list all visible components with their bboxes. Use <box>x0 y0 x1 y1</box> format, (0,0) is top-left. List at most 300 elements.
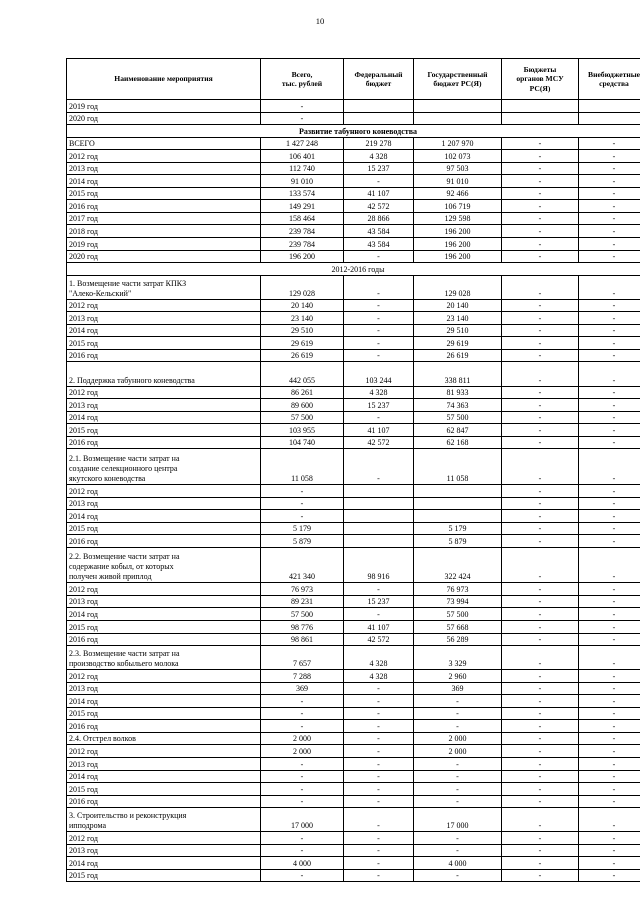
row-municipal: - <box>502 436 579 449</box>
row-total: - <box>261 484 344 497</box>
row-extrabudgetary: - <box>579 275 640 299</box>
row-federal: - <box>344 337 414 350</box>
row-municipal: - <box>502 646 579 670</box>
row-municipal: - <box>502 720 579 733</box>
row-activity-name: 2014 год <box>67 608 261 621</box>
row-federal: - <box>344 608 414 621</box>
header-federal-budget: Федеральный бюджет <box>344 59 414 100</box>
row-state: 81 933 <box>414 386 502 399</box>
row-federal: - <box>344 449 414 485</box>
row-federal: 98 916 <box>344 547 414 583</box>
table-row <box>67 707 640 720</box>
row-total: - <box>261 112 344 125</box>
row-federal: - <box>344 732 414 745</box>
row-state: 322 424 <box>414 547 502 583</box>
row-total: - <box>261 510 344 523</box>
row-state: 3 329 <box>414 646 502 670</box>
row-total: 149 291 <box>261 200 344 213</box>
row-total: - <box>261 100 344 113</box>
row-activity-name: 2016 год <box>67 349 261 362</box>
row-activity-name: 2020 год <box>67 112 261 125</box>
row-municipal: - <box>502 187 579 200</box>
row-extrabudgetary: - <box>579 808 640 832</box>
row-municipal: - <box>502 337 579 350</box>
row-extrabudgetary: - <box>579 399 640 412</box>
row-federal: 41 107 <box>344 620 414 633</box>
row-state: 23 140 <box>414 312 502 325</box>
row-activity-name: 2015 год <box>67 337 261 350</box>
row-federal: - <box>344 707 414 720</box>
row-federal <box>344 484 414 497</box>
row-extrabudgetary: - <box>579 583 640 596</box>
row-municipal: - <box>502 162 579 175</box>
row-municipal <box>502 100 579 113</box>
row-extrabudgetary: - <box>579 449 640 485</box>
section-heading-row <box>67 125 640 138</box>
row-state: - <box>414 757 502 770</box>
row-extrabudgetary: - <box>579 436 640 449</box>
row-activity-name: 2013 год <box>67 757 261 770</box>
row-federal: - <box>344 682 414 695</box>
row-extrabudgetary: - <box>579 411 640 424</box>
row-extrabudgetary: - <box>579 620 640 633</box>
row-federal: - <box>344 844 414 857</box>
row-state: 74 363 <box>414 399 502 412</box>
row-state: 5 179 <box>414 522 502 535</box>
table-row <box>67 857 640 870</box>
row-state: 4 000 <box>414 857 502 870</box>
row-activity-name: 2012 год <box>67 745 261 758</box>
row-total: 442 055 <box>261 362 344 386</box>
period-subheading: 2012-2016 годы <box>67 263 640 276</box>
row-state: - <box>414 695 502 708</box>
row-activity-name: 2.1. Возмещение части затрат на создание селекционного центра якутского коневодства <box>67 449 261 485</box>
row-extrabudgetary: - <box>579 535 640 548</box>
row-activity-name: 2015 год <box>67 869 261 882</box>
row-municipal: - <box>502 449 579 485</box>
row-federal: 15 237 <box>344 595 414 608</box>
table-row <box>67 112 640 125</box>
row-municipal: - <box>502 411 579 424</box>
row-extrabudgetary: - <box>579 187 640 200</box>
row-municipal: - <box>502 484 579 497</box>
row-extrabudgetary: - <box>579 386 640 399</box>
row-total: 5 879 <box>261 535 344 548</box>
row-activity-name: 2016 год <box>67 535 261 548</box>
row-state: - <box>414 707 502 720</box>
table-row <box>67 424 640 437</box>
header-state-budget: Государственный бюджет РС(Я) <box>414 59 502 100</box>
row-activity-name: 2014 год <box>67 175 261 188</box>
table-row <box>67 522 640 535</box>
row-federal: - <box>344 720 414 733</box>
row-federal: - <box>344 583 414 596</box>
row-extrabudgetary: - <box>579 175 640 188</box>
row-extrabudgetary: - <box>579 424 640 437</box>
row-municipal: - <box>502 783 579 796</box>
table-row <box>67 100 640 113</box>
table-row <box>67 399 640 412</box>
row-activity-name: 2012 год <box>67 670 261 683</box>
row-extrabudgetary: - <box>579 250 640 263</box>
row-extrabudgetary: - <box>579 745 640 758</box>
row-federal: - <box>344 808 414 832</box>
row-state: 129 598 <box>414 212 502 225</box>
row-activity-name: 2014 год <box>67 411 261 424</box>
row-activity-name: 2017 год <box>67 212 261 225</box>
row-federal: - <box>344 299 414 312</box>
row-state: 91 010 <box>414 175 502 188</box>
row-state: - <box>414 783 502 796</box>
row-activity-name: 2012 год <box>67 484 261 497</box>
row-activity-name: 2016 год <box>67 633 261 646</box>
row-state <box>414 510 502 523</box>
row-state: - <box>414 832 502 845</box>
row-federal: - <box>344 795 414 808</box>
row-total: 5 179 <box>261 522 344 535</box>
row-activity-name: ВСЕГО <box>67 137 261 150</box>
row-extrabudgetary: - <box>579 497 640 510</box>
row-state: 196 200 <box>414 225 502 238</box>
row-total: - <box>261 795 344 808</box>
row-extrabudgetary: - <box>579 670 640 683</box>
row-total: 89 600 <box>261 399 344 412</box>
table-row <box>67 757 640 770</box>
row-activity-name: 2013 год <box>67 162 261 175</box>
row-activity-name: 2016 год <box>67 200 261 213</box>
row-activity-name: 2013 год <box>67 595 261 608</box>
row-total: 23 140 <box>261 312 344 325</box>
row-activity-name: 2012 год <box>67 583 261 596</box>
table-row <box>67 200 640 213</box>
row-activity-name: 2012 год <box>67 150 261 163</box>
row-extrabudgetary: - <box>579 707 640 720</box>
table-row <box>67 646 640 670</box>
row-extrabudgetary: - <box>579 150 640 163</box>
row-federal <box>344 497 414 510</box>
table-row <box>67 484 640 497</box>
table-row <box>67 633 640 646</box>
row-municipal: - <box>502 175 579 188</box>
table-row <box>67 832 640 845</box>
row-federal <box>344 100 414 113</box>
header-extrabudgetary: Внебюджетные средства <box>579 59 640 100</box>
table-row <box>67 212 640 225</box>
row-municipal: - <box>502 510 579 523</box>
row-state: 73 994 <box>414 595 502 608</box>
row-total: 57 500 <box>261 608 344 621</box>
row-extrabudgetary <box>579 112 640 125</box>
row-state: 56 289 <box>414 633 502 646</box>
row-total: 57 500 <box>261 411 344 424</box>
row-municipal: - <box>502 150 579 163</box>
row-total: 158 464 <box>261 212 344 225</box>
table-row <box>67 808 640 832</box>
row-total: - <box>261 869 344 882</box>
row-extrabudgetary: - <box>579 162 640 175</box>
table-body <box>67 100 640 882</box>
row-federal: 42 572 <box>344 200 414 213</box>
row-municipal: - <box>502 707 579 720</box>
table-row <box>67 312 640 325</box>
row-activity-name: 2014 год <box>67 510 261 523</box>
row-activity-name: 2.4. Отстрел волков <box>67 732 261 745</box>
row-municipal: - <box>502 832 579 845</box>
row-federal: - <box>344 770 414 783</box>
row-total: - <box>261 757 344 770</box>
row-activity-name: 2012 год <box>67 299 261 312</box>
row-activity-name: 2014 год <box>67 324 261 337</box>
row-total: 29 510 <box>261 324 344 337</box>
row-state: 196 200 <box>414 250 502 263</box>
row-extrabudgetary: - <box>579 299 640 312</box>
row-activity-name: 2020 год <box>67 250 261 263</box>
row-state <box>414 100 502 113</box>
row-activity-name: 2.3. Возмещение части затрат на производство кобыльего молока <box>67 646 261 670</box>
row-federal: - <box>344 745 414 758</box>
row-activity-name: 2013 год <box>67 682 261 695</box>
row-municipal: - <box>502 522 579 535</box>
row-state: 62 847 <box>414 424 502 437</box>
row-state: 76 973 <box>414 583 502 596</box>
row-extrabudgetary: - <box>579 595 640 608</box>
row-federal: - <box>344 324 414 337</box>
row-state: 26 619 <box>414 349 502 362</box>
row-state: 196 200 <box>414 238 502 251</box>
table-row <box>67 608 640 621</box>
row-municipal: - <box>502 670 579 683</box>
row-federal <box>344 112 414 125</box>
table-row <box>67 449 640 485</box>
table-row <box>67 795 640 808</box>
table-row <box>67 695 640 708</box>
table-row <box>67 510 640 523</box>
table-row <box>67 547 640 583</box>
table-row <box>67 844 640 857</box>
row-state: - <box>414 844 502 857</box>
row-state: 57 668 <box>414 620 502 633</box>
row-total: - <box>261 497 344 510</box>
row-municipal: - <box>502 695 579 708</box>
row-municipal: - <box>502 682 579 695</box>
row-activity-name: 2015 год <box>67 522 261 535</box>
row-federal: - <box>344 832 414 845</box>
row-activity-name: 2014 год <box>67 770 261 783</box>
row-total: 239 784 <box>261 225 344 238</box>
table-row <box>67 337 640 350</box>
row-federal: 4 328 <box>344 646 414 670</box>
row-total: - <box>261 695 344 708</box>
row-federal: - <box>344 312 414 325</box>
row-activity-name: 2013 год <box>67 844 261 857</box>
row-total: 26 619 <box>261 349 344 362</box>
row-extrabudgetary: - <box>579 547 640 583</box>
table-row <box>67 720 640 733</box>
table-row <box>67 137 640 150</box>
row-total: 98 776 <box>261 620 344 633</box>
table-row <box>67 497 640 510</box>
row-municipal: - <box>502 732 579 745</box>
row-state: 29 619 <box>414 337 502 350</box>
table-row <box>67 770 640 783</box>
row-municipal: - <box>502 137 579 150</box>
row-activity-name: 2012 год <box>67 832 261 845</box>
row-total: 103 955 <box>261 424 344 437</box>
row-municipal: - <box>502 362 579 386</box>
row-state: 1 207 970 <box>414 137 502 150</box>
row-federal: 15 237 <box>344 399 414 412</box>
row-extrabudgetary: - <box>579 646 640 670</box>
header-activity-name: Наименование мероприятия <box>67 59 261 100</box>
row-state: 129 028 <box>414 275 502 299</box>
row-activity-name: 2013 год <box>67 312 261 325</box>
row-extrabudgetary: - <box>579 732 640 745</box>
row-state: 17 000 <box>414 808 502 832</box>
row-municipal: - <box>502 324 579 337</box>
row-total: 86 261 <box>261 386 344 399</box>
row-state: 2 000 <box>414 732 502 745</box>
row-total: 11 058 <box>261 449 344 485</box>
table-row <box>67 225 640 238</box>
row-extrabudgetary: - <box>579 832 640 845</box>
row-extrabudgetary: - <box>579 522 640 535</box>
row-municipal: - <box>502 497 579 510</box>
row-state: 11 058 <box>414 449 502 485</box>
row-total: 89 231 <box>261 595 344 608</box>
row-activity-name: 2015 год <box>67 707 261 720</box>
row-total: 2 000 <box>261 745 344 758</box>
row-municipal: - <box>502 547 579 583</box>
row-federal: - <box>344 175 414 188</box>
row-state: 57 500 <box>414 608 502 621</box>
row-activity-name: 2014 год <box>67 695 261 708</box>
header-total: Всего, тыс. рублей <box>261 59 344 100</box>
row-state: 57 500 <box>414 411 502 424</box>
table-row <box>67 349 640 362</box>
row-state: 369 <box>414 682 502 695</box>
row-activity-name: 2013 год <box>67 399 261 412</box>
row-federal: - <box>344 349 414 362</box>
row-total: - <box>261 783 344 796</box>
row-federal <box>344 510 414 523</box>
row-municipal: - <box>502 745 579 758</box>
row-municipal: - <box>502 200 579 213</box>
table-row <box>67 436 640 449</box>
row-municipal: - <box>502 620 579 633</box>
row-state: 20 140 <box>414 299 502 312</box>
row-total: - <box>261 707 344 720</box>
table-row <box>67 732 640 745</box>
row-extrabudgetary: - <box>579 337 640 350</box>
row-state: - <box>414 770 502 783</box>
row-total: 106 401 <box>261 150 344 163</box>
row-total: 20 140 <box>261 299 344 312</box>
row-municipal: - <box>502 349 579 362</box>
row-municipal: - <box>502 238 579 251</box>
row-federal: 43 584 <box>344 238 414 251</box>
row-total: 29 619 <box>261 337 344 350</box>
row-extrabudgetary: - <box>579 137 640 150</box>
row-municipal: - <box>502 250 579 263</box>
row-activity-name: 3. Строительство и реконструкция ипподрома <box>67 808 261 832</box>
row-extrabudgetary <box>579 100 640 113</box>
row-state: 2 000 <box>414 745 502 758</box>
row-total: 1 427 248 <box>261 137 344 150</box>
row-extrabudgetary: - <box>579 869 640 882</box>
row-municipal: - <box>502 312 579 325</box>
table-row <box>67 150 640 163</box>
row-extrabudgetary: - <box>579 362 640 386</box>
row-state <box>414 497 502 510</box>
row-extrabudgetary: - <box>579 795 640 808</box>
row-total: 129 028 <box>261 275 344 299</box>
row-state: - <box>414 869 502 882</box>
row-municipal: - <box>502 633 579 646</box>
row-municipal: - <box>502 770 579 783</box>
row-extrabudgetary: - <box>579 225 640 238</box>
row-extrabudgetary: - <box>579 324 640 337</box>
row-total: - <box>261 770 344 783</box>
row-federal <box>344 535 414 548</box>
row-federal: 4 328 <box>344 670 414 683</box>
table-row <box>67 595 640 608</box>
row-total: 112 740 <box>261 162 344 175</box>
row-state: - <box>414 795 502 808</box>
table-row <box>67 299 640 312</box>
table-row <box>67 250 640 263</box>
row-extrabudgetary: - <box>579 238 640 251</box>
row-extrabudgetary: - <box>579 633 640 646</box>
row-extrabudgetary: - <box>579 695 640 708</box>
row-extrabudgetary: - <box>579 484 640 497</box>
row-municipal: - <box>502 583 579 596</box>
section-heading: Развитие табунного коневодства <box>67 125 640 138</box>
row-state: 2 960 <box>414 670 502 683</box>
row-extrabudgetary: - <box>579 349 640 362</box>
table-row <box>67 187 640 200</box>
row-total: - <box>261 844 344 857</box>
row-municipal: - <box>502 212 579 225</box>
table-row <box>67 275 640 299</box>
row-state: 29 510 <box>414 324 502 337</box>
row-municipal: - <box>502 399 579 412</box>
row-activity-name: 2016 год <box>67 795 261 808</box>
row-extrabudgetary: - <box>579 312 640 325</box>
table-header-row <box>67 59 640 100</box>
row-federal: 4 328 <box>344 150 414 163</box>
row-activity-name: 2014 год <box>67 857 261 870</box>
period-subheading-row <box>67 263 640 276</box>
row-total: 2 000 <box>261 732 344 745</box>
row-extrabudgetary: - <box>579 757 640 770</box>
table-row <box>67 745 640 758</box>
row-total: 4 000 <box>261 857 344 870</box>
row-municipal: - <box>502 386 579 399</box>
row-federal: - <box>344 695 414 708</box>
row-activity-name: 2015 год <box>67 620 261 633</box>
row-state: 338 811 <box>414 362 502 386</box>
row-state: - <box>414 720 502 733</box>
row-activity-name: 2015 год <box>67 783 261 796</box>
table-row <box>67 162 640 175</box>
table-row <box>67 362 640 386</box>
row-federal: - <box>344 250 414 263</box>
row-total: 239 784 <box>261 238 344 251</box>
row-municipal: - <box>502 608 579 621</box>
row-municipal <box>502 112 579 125</box>
row-federal: 42 572 <box>344 436 414 449</box>
row-municipal: - <box>502 275 579 299</box>
